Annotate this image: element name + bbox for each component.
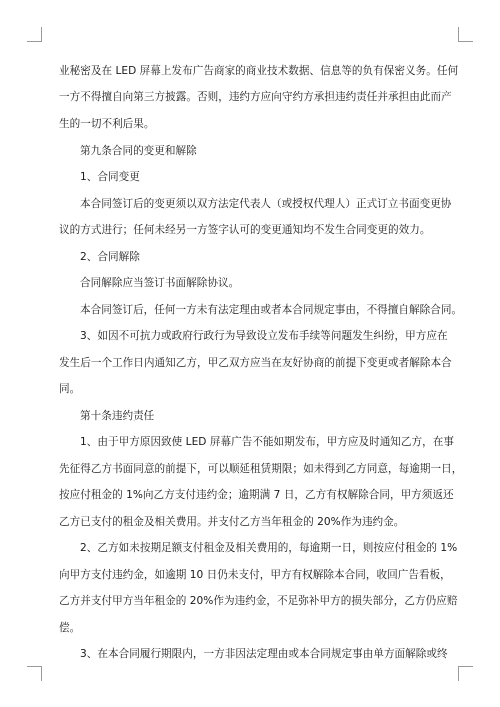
text-line: 发生后一个工作日内通知乙方，甲乙双方应当在友好协商的前提下变更或者解除本合 [59,357,452,369]
text-line: 向甲方支付违约金，如逾期 10 日仍未支付，甲方有权解除本合同，收回广告看板， [59,569,451,581]
text-line: 先征得乙方书面同意的前提下，可以顺延租赁期限；如未得到乙方同意，每逾期一日， [59,463,463,475]
text-line: 3、在本合同履行期限内，一方非因法定理由或本合同规定事由单方面解除或终 [80,648,448,660]
crop-mark-top-right [458,27,473,42]
crop-mark-bottom-right [458,666,473,681]
text-line: 1、由于甲方原因致使 LED 屏幕广告不能如期发布，甲方应及时通知乙方，在事 [80,436,454,448]
text-line: 乙方并支付甲方当年租金的 20%作为违约金，不足弥补甲方的损失部分，乙方仍应赔 [59,595,458,607]
text-line: 本合同签订后，任何一方未有法定理由或者本合同规定事由，不得擅自解除合同。 [80,304,463,316]
section-heading: 第十条违约责任 [80,410,155,422]
crop-mark-bottom-left [27,666,42,681]
subsection-heading: 1、合同变更 [80,171,140,183]
text-line: 2、乙方如未按期足额支付租金及相关费用的，每逾期一日，则按应付租金的 1% [80,542,458,554]
text-line: 偿。 [59,622,81,634]
text-line: 一方不得擅自向第三方披露。否则，违约方应向守约方承担违约责任并承担由此而产 [59,91,452,103]
section-heading: 第九条合同的变更和解除 [80,145,197,157]
subsection-heading: 2、合同解除 [80,251,140,263]
text-line: 本合同签订后的变更须以双方法定代表人（或授权代理人）正式订立书面变更协 [80,198,452,210]
text-line: 生的一切不利后果。 [59,118,155,130]
crop-mark-top-left [27,27,42,42]
text-line: 乙方已支付的租金及相关费用。并支付乙方当年租金的 20%作为违约金。 [59,516,405,528]
text-line: 按应付租金的 1%向乙方支付违约金；逾期满 7 日，乙方有权解除合同，甲方须返还 [59,489,454,501]
text-line: 议的方式进行；任何未经另一方签字认可的变更通知均不发生合同变更的效力。 [59,224,431,236]
text-line: 同。 [59,383,81,395]
text-line: 业秘密及在 LED 屏幕上发布广告商家的商业技术数据、信息等的负有保密义务。任何 [59,65,459,77]
text-line: 3、如因不可抗力或政府行政行为导致设立发布手续等问题发生纠纷，甲方应在 [80,330,448,342]
text-line: 合同解除应当签订书面解除协议。 [80,277,240,289]
